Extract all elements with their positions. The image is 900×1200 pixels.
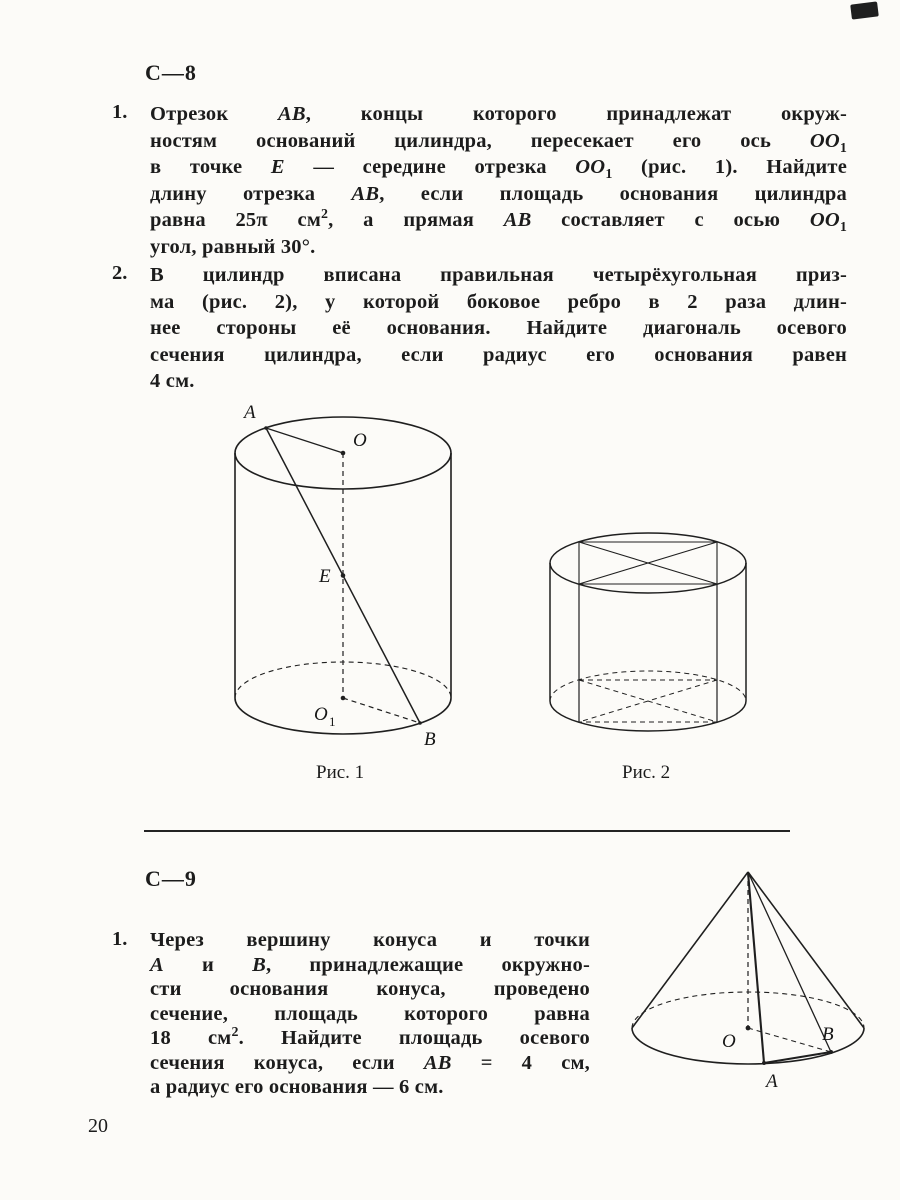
c8-problem1-text: Отрезок AB, концы которого принадлежат окруж- ностям оснований цилиндра, пересекает его ось $OO_1$ в точке E — середине отрезка $OO_1$ (рис. 1). Найдите длину отрезка AB, если площадь основания цилиндра равна 25π $см^2$, а прямая AB составляет с осью $OO_1$ угол, равный 30°. [150,103,848,258]
section-divider [144,830,790,832]
c8-problem1-number: 1. [112,101,128,123]
prism-top-face [579,542,717,584]
figure-cone [598,856,888,1106]
prism-side-edges [579,542,717,722]
section-c8-title: С—8 [145,60,197,85]
figure-2-caption: Рис. 2 [622,762,671,783]
section-c9-title: С—9 [145,866,197,891]
fig1-label-O1-sub: 1 [329,714,336,729]
scan-artifact [850,1,879,19]
fig1-label-E: E [319,566,331,587]
cone-label-B: B [822,1024,834,1045]
figure-1-cylinder [218,396,478,756]
fig1-label-B: B [424,729,436,750]
c9-problem1-text: Через вершину конуса и точки A и B, принадлежащие окружно- сти основания конуса, проведено сечение, площадь которого равна 18 $см^2$. Найдите площадь осевого сечения конуса, если AB = 4 см, а радиус его основания — 6 см. [150,929,591,1098]
fig1-label-O1: O [314,704,328,725]
c8-problem2-text: В цилиндр вписана правильная четырёхугольная приз- ма (рис. 2), у которой боковое ребро в 2 раза длин- нее стороны её основания. Найдите диагональ осевого сечения цилиндра, если радиус его основания равен 4 см. [150,264,847,392]
fig1-label-A: A [244,402,256,423]
c8-problem2-number: 2. [112,262,128,284]
prism-bottom-face [579,680,717,722]
cone-label-O: O [722,1031,736,1052]
c9-problem1-number: 1. [112,928,128,950]
page-number: 20 [88,1115,108,1137]
figure-1-caption: Рис. 1 [316,762,365,783]
fig1-label-O: O [353,430,367,451]
cone-label-A: A [766,1071,778,1092]
figure-2-prism-in-cylinder [543,508,763,740]
